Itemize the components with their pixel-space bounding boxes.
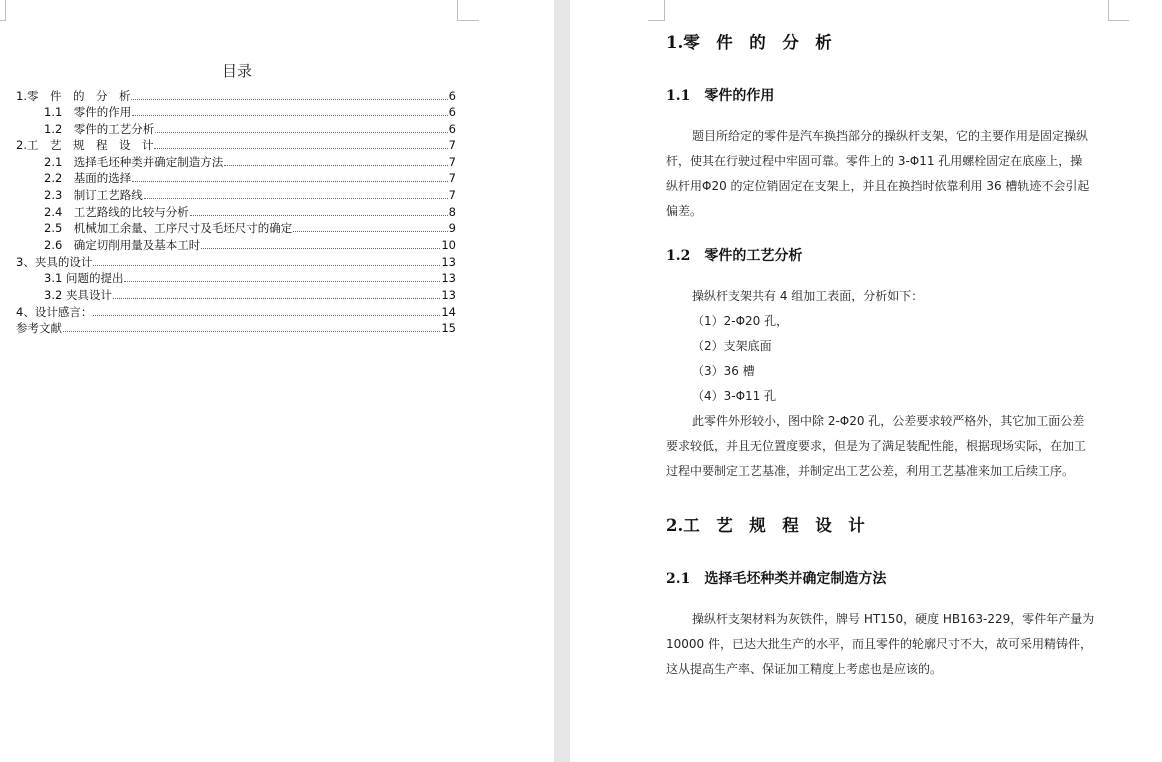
toc-leader xyxy=(132,115,447,116)
toc-entry-text: 3.1 问题的提出 xyxy=(44,271,124,285)
toc-leader xyxy=(113,298,440,299)
text-line: 10000 件，已达大批生产的水平，而且零件的轮廓尺寸不大，故可采用精铸件， xyxy=(666,637,1092,651)
toc-entry[interactable] xyxy=(16,236,456,252)
toc-leader xyxy=(293,231,447,232)
toc-entry-text: 1.2 零件的工艺分析 xyxy=(44,122,155,136)
toc-entry-text: 1.零 件 的 分 析 xyxy=(16,89,131,103)
list-item: （1）2-Φ20 孔， xyxy=(692,314,789,328)
toc-leader xyxy=(155,132,447,133)
crop-mark xyxy=(1108,0,1129,21)
toc-leader xyxy=(132,181,447,182)
heading-2-1: 2.1 选择毛坯种类并确定制造方法 xyxy=(666,571,887,587)
toc-entry[interactable] xyxy=(16,87,456,103)
toc-entry-text: 2.6 确定切削用量及基本工时 xyxy=(44,238,201,252)
toc-entry-text: 2.5 机械加工余量、工序尺寸及毛坯尺寸的确定 xyxy=(44,221,293,235)
toc-entry-page: 15 xyxy=(441,321,456,335)
page-body xyxy=(570,0,1162,762)
toc-entry-page: 13 xyxy=(441,271,456,285)
toc-entry-page: 13 xyxy=(441,288,456,302)
toc-entry-page: 13 xyxy=(441,255,456,269)
toc-entry-page: 7 xyxy=(448,188,456,202)
text-line: 过程中要制定工艺基准，并制定出工艺公差，利用工艺基准来加工后续工序。 xyxy=(666,464,1075,478)
page-toc xyxy=(0,0,554,762)
toc-entry-text: 2.工 艺 规 程 设 计 xyxy=(16,138,154,152)
toc-entry[interactable] xyxy=(16,203,456,219)
toc-entry[interactable] xyxy=(16,253,456,269)
toc-leader xyxy=(224,165,447,166)
toc-entry[interactable] xyxy=(16,269,456,285)
toc-entry-page: 9 xyxy=(448,221,456,235)
heading-2: 2.工 艺 规 程 设 计 xyxy=(666,516,865,535)
toc-entry-text: 参考文献 xyxy=(16,321,62,335)
toc-entry-text: 3、夹具的设计 xyxy=(16,255,93,269)
toc-entry-page: 7 xyxy=(448,138,456,152)
toc-entry-page: 10 xyxy=(441,238,456,252)
toc-entry[interactable] xyxy=(16,136,456,152)
toc-leader xyxy=(190,215,448,216)
list-item: （2）支架底面 xyxy=(692,339,772,353)
toc-title: 目录 xyxy=(221,62,252,80)
toc-entry[interactable] xyxy=(16,103,456,119)
toc-entry-text: 2.3 制订工艺路线 xyxy=(44,188,143,202)
toc-entry-page: 14 xyxy=(441,305,456,319)
text-line: 操纵杆支架材料为灰铁件，牌号 HT150，硬度 HB163-229，零件年产量为 xyxy=(692,612,1095,626)
toc-leader xyxy=(131,99,447,100)
text-line: 纵杆用Φ20 的定位销固定在支架上，并且在换挡时依靠利用 36 槽轨迹不会引起 xyxy=(666,179,1090,193)
toc-entry[interactable] xyxy=(16,286,456,302)
paragraph-blank-selection xyxy=(666,607,1108,682)
paragraph-process-analysis xyxy=(666,284,1108,484)
toc-entry-text: 2.2 基面的选择 xyxy=(44,171,132,185)
toc-entry[interactable] xyxy=(16,153,456,169)
text-line: 操纵杆支架共有 4 组加工表面，分析如下： xyxy=(692,289,924,303)
toc-entry-page: 8 xyxy=(448,205,456,219)
toc-entry-text: 1.1 零件的作用 xyxy=(44,105,132,119)
crop-mark xyxy=(457,0,479,21)
heading-1-2: 1.2 零件的工艺分析 xyxy=(666,248,803,264)
toc-leader xyxy=(144,198,448,199)
toc-entry[interactable] xyxy=(16,169,456,185)
toc-entry-text: 3.2 夹具设计 xyxy=(44,288,112,302)
page-gutter xyxy=(554,0,570,762)
paragraph-part-function xyxy=(666,124,1108,224)
toc-entry[interactable] xyxy=(16,120,456,136)
toc-leader xyxy=(124,281,440,282)
toc-leader xyxy=(201,248,440,249)
toc-entry[interactable] xyxy=(16,319,456,335)
text-line: 杆，使其在行驶过程中牢固可靠。零件上的 3-Φ11 孔用螺栓固定在底座上，操 xyxy=(666,154,1083,168)
list-item: （4）3-Φ11 孔 xyxy=(692,389,777,403)
toc-entry-text: 4、设计感言： xyxy=(16,305,93,319)
text-line: 这从提高生产率、保证加工精度上考虑也是应该的。 xyxy=(666,662,943,676)
toc-entry-page: 6 xyxy=(448,105,456,119)
toc-entry[interactable] xyxy=(16,186,456,202)
text-line: 要求较低，并且无位置度要求，但是为了满足装配性能，根据现场实际，在加工 xyxy=(666,439,1087,453)
toc-leader xyxy=(154,148,447,149)
toc-entry-page: 7 xyxy=(448,155,456,169)
heading-1: 1.零 件 的 分 析 xyxy=(666,33,832,52)
toc-leader xyxy=(63,331,440,332)
toc-entry-text: 2.4 工艺路线的比较与分析 xyxy=(44,205,189,219)
toc-entry-text: 2.1 选择毛坯种类并确定制造方法 xyxy=(44,155,224,169)
toc-entry-page: 6 xyxy=(448,122,456,136)
text-line: 此零件外形较小，图中除 2-Φ20 孔，公差要求较严格外，其它加工面公差 xyxy=(692,414,1085,428)
heading-1-1: 1.1 零件的作用 xyxy=(666,88,775,104)
text-line: 题目所给定的零件是汽车换挡部分的操纵杆支架，它的主要作用是固定操纵 xyxy=(692,129,1089,143)
toc-leader xyxy=(93,315,440,316)
crop-mark xyxy=(0,0,6,21)
toc-entry[interactable] xyxy=(16,303,456,319)
toc-entry[interactable] xyxy=(16,219,456,235)
text-line: 偏差。 xyxy=(666,204,703,218)
crop-mark xyxy=(648,0,665,21)
toc-entry-page: 7 xyxy=(448,171,456,185)
toc-entry-page: 6 xyxy=(448,89,456,103)
toc-leader xyxy=(93,265,440,266)
list-item: （3）36 槽 xyxy=(692,364,755,378)
